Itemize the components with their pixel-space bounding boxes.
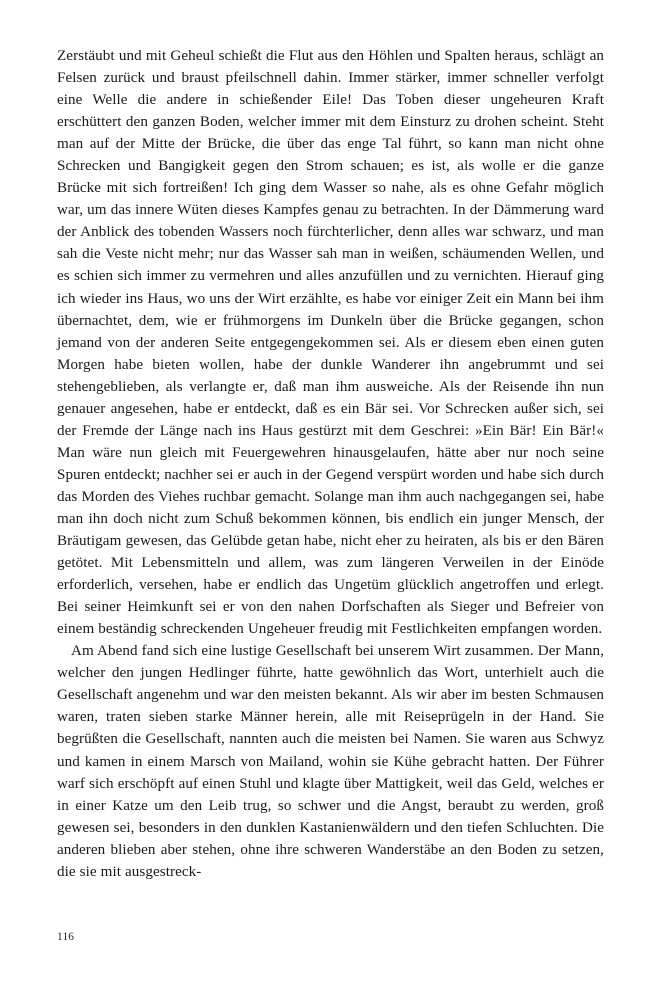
paragraph-2: Am Abend fand sich eine lustige Gesellschaft bei unserem Wirt zusammen. Der Mann, welcher den jungen Hedlinger führte, hatte gewöhnlich das Wort, unterhielt auch die Gesellschaft angenehm und war den meisten bekannt. Als wir aber im besten Schmausen waren, traten sieben starke Männer herein, alle mit Reiseprügeln in der Hand. Sie begrüßten die Gesellschaft, nannten auch die meisten bei Namen. Sie waren aus Schwyz und kamen in einem Marsch von Mailand, wohin sie Kühe gebracht hatten. Der Führer warf sich erschöpft auf einen Stuhl und klagte über Mattigkeit, weil das Geld, welches er in einer Katze um den Leib trug, so schwer und die Angst, beraubt zu werden, groß gewesen sei, besonders in den dunklen Kastanienwäldern und den tiefen Schluchten. Die anderen blieben aber stehen, ohne ihre schweren Wanderstäbe an den Boden zu setzen, die sie mit ausgestreck- (57, 643, 604, 880)
paragraph-1: Zerstäubt und mit Geheul schießt die Flut aus den Höhlen und Spalten heraus, schlägt an Felsen zurück und braust pfeilschnell dahin. Immer stärker, immer schneller verfolgt eine Welle die andere in schießender Eile! Das Toben dieser ungeheuren Kraft erschüttert den ganzen Boden, welcher immer mit dem Einsturz zu drohen scheint. Steht man auf der Mitte der Brücke, die über das enge Tal führt, so kann man nicht ohne Schrecken und Bangigkeit gegen den Strom schauen; es ist, als wolle er die ganze Brücke mit sich fortreißen! Ich ging dem Wasser so nahe, als es ohne Gefahr möglich war, um das innere Wüten dieses Kampfes genau zu betrachten. In der Dämmerung ward der Anblick des tobenden Wassers noch fürchterlicher, denn alles war schwarz, und man sah die Veste nicht mehr; nur das Wasser sah man in weißen, schäumenden Wellen, und es schien sich immer zu vermehren und alles anzufüllen und zu vernichten. Hierauf ging ich wieder ins Haus, wo uns der Wirt erzählte, es habe vor einiger Zeit ein Mann bei ihm übernachtet, dem, wie er frühmorgens im Dunkeln über die Brücke gegangen, schon jemand von der anderen Seite entgegengekommen sei. Als er diesem eben einen guten Morgen habe bieten wollen, habe der dunkle Wanderer ihn angebrummt und sei stehengeblieben, als verlangte er, daß man ihm ausweiche. Als der Reisende ihn nun genauer angesehen, habe er entdeckt, daß es ein Bär sei. Vor Schrecken außer sich, sei der Fremde der Länge nach ins Haus gestürzt mit dem Geschrei: »Ein Bär! Ein Bär!« Man wäre nun gleich mit Feuergewehren hinausgelaufen, hätte aber nur noch seine Spuren entdeckt; nachher sei er auch in der Gegend verspürt worden und habe sich durch das Morden des Viehes ruchbar gemacht. Solange man ihm auch nachgegangen sei, habe man ihn doch nicht zum Schuß bekommen können, bis endlich ein junger Mensch, der Bräutigam gewesen, das Gelübde getan habe, nicht eher zu heiraten, als bis er den Bären getötet. Mit Lebensmitteln und allem, was zum längeren Verweilen in der Einöde erforderlich, versehen, habe er endlich das Ungetüm glücklich angetroffen und erlegt. Bei seiner Heimkunft sei er von den nahen Dorfschaften als Sieger und Befreier von einem beständig schreckenden Ungeheuer freudig mit Festlichkeiten empfangen worden. (57, 48, 604, 638)
page-number: 116 (57, 931, 75, 943)
body-text-block (57, 45, 604, 883)
